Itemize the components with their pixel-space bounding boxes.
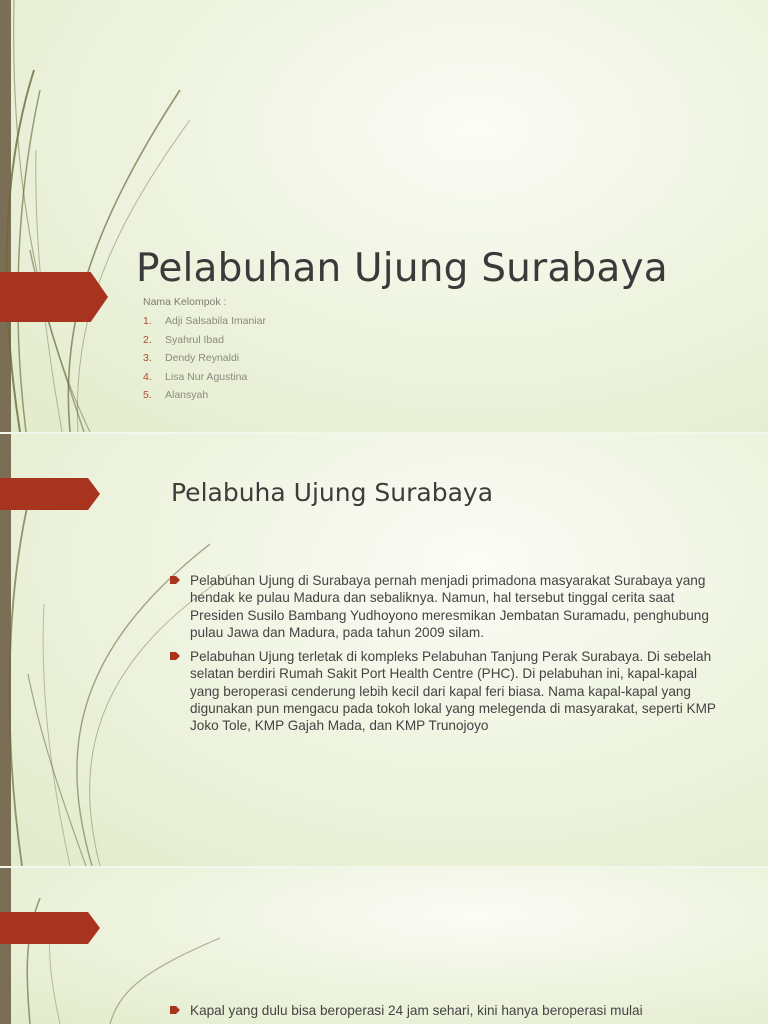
arrow-bullet-icon xyxy=(170,575,180,585)
group-label: Nama Kelompok : xyxy=(143,296,227,308)
content-slide xyxy=(0,868,768,1024)
member-name: Dendy Reynaldi xyxy=(165,352,240,365)
member-name: Alansyah xyxy=(165,389,209,402)
member-item xyxy=(143,312,266,331)
title-slide xyxy=(0,0,768,432)
member-list xyxy=(143,312,266,405)
title-arrow-marker xyxy=(0,272,108,322)
bullet-text: Pelabuhan Ujung terletak di kompleks Pelabuhan Tanjung Perak Surabaya. Di sebelah selatan berdiri Rumah Sakit Port Health Centre (PHC). Di pelabuhan ini, kapal-kapal yang beroperasi cenderung lebih kecil dari kapal feri biasa. Nama kapal-kapal yang digunakan pun mengacu pada tokoh lokal yang melegenda di masyarakat, seperti KMP Joko Tole, KMP Gajah Mada, dan KMP Trunojoyo xyxy=(190,649,716,734)
member-item xyxy=(143,349,266,368)
bullet-list xyxy=(170,572,718,742)
left-accent-bar xyxy=(0,0,11,432)
title-arrow-marker xyxy=(0,478,100,510)
decorative-swoosh xyxy=(0,868,240,1024)
member-name: Syahrul Ibad xyxy=(165,333,224,346)
member-number: 5. xyxy=(143,389,152,402)
bullet-text: Kapal yang dulu bisa beroperasi 24 jam sehari, kini hanya beroperasi mulai xyxy=(190,1003,643,1018)
bullet-item xyxy=(170,1002,718,1019)
member-item xyxy=(143,368,266,387)
member-item xyxy=(143,386,266,405)
member-number: 2. xyxy=(143,333,152,346)
member-number: 1. xyxy=(143,315,152,328)
left-accent-bar xyxy=(0,868,11,1024)
title-arrow-marker xyxy=(0,912,100,944)
arrow-bullet-icon xyxy=(170,1005,180,1015)
arrow-bullet-icon xyxy=(170,651,180,661)
bullet-item xyxy=(170,572,718,641)
bullet-text: Pelabuhan Ujung di Surabaya pernah menjadi primadona masyarakat Surabaya yang hendak ke pulau Madura dan sebaliknya. Namun, hal tersebut tinggal cerita saat Presiden Susilo Bambang Yudhoyono meresmikan Jembatan Suramadu, penghubung pulau Jawa dan Madura, pada tahun 2009 silam. xyxy=(190,573,709,640)
bullet-list xyxy=(170,1002,718,1024)
content-slide xyxy=(0,434,768,866)
bullet-item xyxy=(170,648,718,734)
member-number: 4. xyxy=(143,370,152,383)
member-number: 3. xyxy=(143,352,152,365)
member-name: Adji Salsabila Imaniar xyxy=(165,315,266,328)
slide-title: Pelabuha Ujung Surabaya xyxy=(171,478,494,507)
member-name: Lisa Nur Agustina xyxy=(165,370,248,383)
member-item xyxy=(143,331,266,350)
presentation-title: Pelabuhan Ujung Surabaya xyxy=(136,246,668,291)
